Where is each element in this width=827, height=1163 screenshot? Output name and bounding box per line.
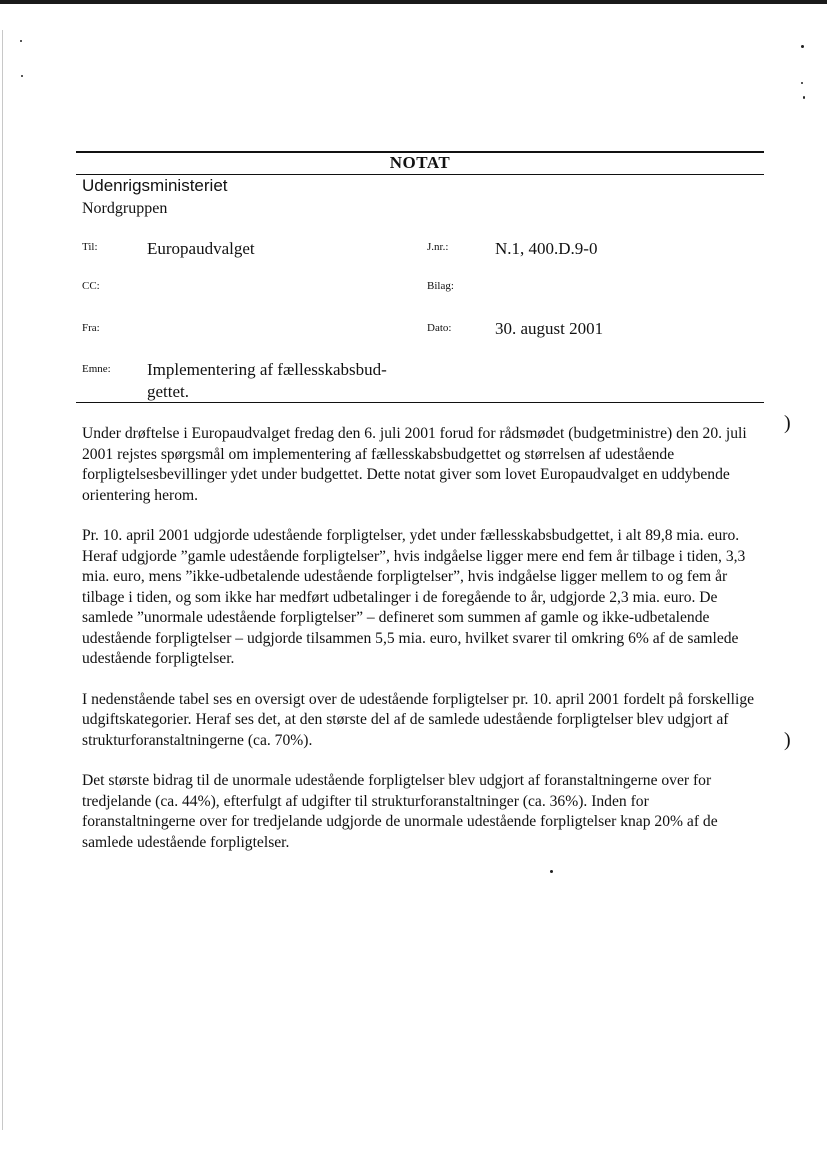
field-value-til: Europaudvalget	[147, 239, 255, 258]
scan-speck	[803, 96, 805, 99]
paragraph: Det største bidrag til de unormale udestående forpligtelser blev udgjort af foranstaltningerne over for tredjelande (ca. 44%), efterfulgt af udgifter til strukturforanstaltninger (ca. 36%). Inden for foranstaltningerne over for tredjelande udgjorde de unormale udestående forpligtelser knap 20% af de samlede udestående forpligtelser.	[82, 772, 718, 851]
scan-edge-top	[0, 0, 827, 4]
paragraph: Under drøftelse i Europaudvalget fredag den 6. juli 2001 forud for rådsmødet (budgetministre) den 20. juli 2001 rejstes spørgsmål om implementering af fællesskabsbudgettet og størrelsen af udestående forpligtelsesbevillinger ydet under budgettet. Dette notat giver som lovet Europaudvalget en uddybende orientering herom.	[82, 425, 747, 504]
scan-edge-left	[2, 30, 3, 1130]
field-label-emne: Emne:	[82, 363, 111, 375]
paragraph: Pr. 10. april 2001 udgjorde udestående forpligtelser, ydet under fællesskabsbudgettet, i alt 89,8 mia. euro. Heraf udgjorde ”gamle udestående forpligtelser”, hvis indgåelse ligger mere end fem år tilbage i tiden, 3,3 mia. euro, mens ”ikke-udbetalende udestående forpligtelser”, hvis indgåelse ligger mellem to og fem år tilbage i tiden, og som ikke har medført udbetalinger i de foregående to år, udgjorde 2,3 mia. euro. De samlede ”unormale udestående forpligtelser” – defineret som summen af gamle og ikke-udbetalende udestående forpligtelser – udgjorde tilsammen 5,5 mia. euro, hvilket svarer til omkring 6% af de samlede udestående forpligtelser.	[82, 527, 746, 667]
hole-punch-mark: )	[784, 729, 791, 751]
header-rule-sub	[76, 174, 764, 175]
department-name: Nordgruppen	[82, 200, 168, 217]
field-value-jnr: N.1, 400.D.9-0	[495, 239, 598, 258]
field-label-bilag: Bilag:	[427, 280, 454, 292]
scan-speck	[801, 82, 803, 84]
ministry-name: Udenrigsministeriet	[82, 176, 228, 195]
field-value-dato: 30. august 2001	[495, 319, 604, 338]
field-label-til: Til:	[82, 241, 98, 253]
field-label-dato: Dato:	[427, 322, 452, 334]
paragraph: I nedenstående tabel ses en oversigt over de udestående forpligtelser pr. 10. april 2001 fordelt på forskellige udgiftskategorier. Heraf ses det, at den største del af de samlede udestående forpligtelser blev udgjort af strukturforanstaltningerne (ca. 70%).	[82, 690, 755, 749]
scan-speck	[801, 45, 804, 48]
field-label-cc: CC:	[82, 280, 100, 292]
scan-speck	[20, 40, 22, 42]
field-label-fra: Fra:	[82, 322, 100, 334]
field-value-emne: Implementering af fællesskabsbud-gettet.	[147, 360, 387, 401]
hole-punch-mark: )	[784, 412, 791, 434]
header-rule-bottom	[76, 402, 764, 403]
scan-speck	[21, 75, 23, 77]
memo-body	[82, 424, 762, 873]
field-label-jnr: J.nr.:	[427, 241, 449, 253]
document-title: NOTAT	[389, 153, 451, 172]
